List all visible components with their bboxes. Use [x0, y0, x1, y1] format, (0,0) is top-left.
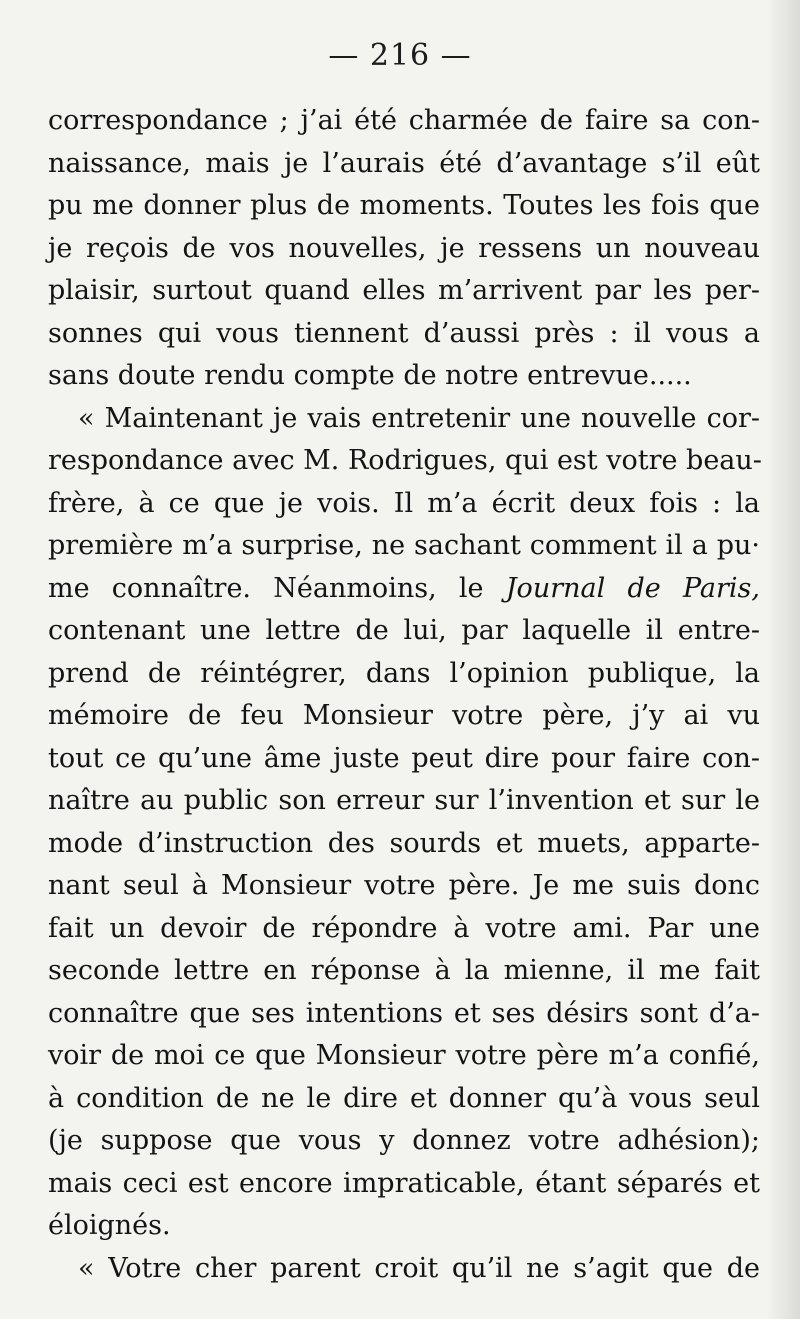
text-line: mode d’instruction des sourds et muets, apparte-	[48, 827, 760, 859]
text-line: sans doute rendu compte de notre entrevue.....	[48, 360, 692, 391]
text-line: sonnes qui vous tiennent d’aussi près : il vous a	[48, 317, 760, 349]
text-fragment: me connaître. Néanmoins, le	[48, 572, 484, 604]
text-line: « Votre cher parent croit qu’il ne s’agit que de	[78, 1252, 760, 1284]
text-line: respondance avec M. Rodrigues, qui est votre beau-	[48, 445, 762, 476]
text-line: à condition de ne le dire et donner qu’à vous seul	[48, 1082, 760, 1114]
text-line: naître au public son erreur sur l’invention et sur le	[48, 785, 760, 816]
text-line: contenant une lettre de lui, par laquelle il entre-	[48, 615, 760, 646]
text-line: connaître que ses intentions et ses désirs sont d’a-	[48, 997, 760, 1029]
text-line: naissance, mais je l’aurais été d’avantage s’il eût	[48, 147, 760, 179]
text-line: tout ce qu’une âme juste peut dire pour faire con-	[48, 742, 760, 774]
text-line: « Maintenant je vais entretenir une nouvelle cor-	[78, 402, 760, 434]
text-line: première m’a surprise, ne sachant comment il a pu·	[48, 530, 760, 561]
text-line: fait un devoir de répondre à votre ami. Par une	[48, 912, 760, 944]
journal-title: Journal de Paris,	[505, 572, 760, 604]
text-line: pu me donner plus de moments. Toutes les fois que	[48, 190, 760, 221]
text-line: plaisir, surtout quand elles m’arrivent par les per-	[48, 275, 760, 306]
text-line: je reçois de vos nouvelles, je ressens un nouveau	[48, 232, 760, 264]
text-line: prend de réintégrer, dans l’opinion publique, la	[48, 657, 760, 689]
text-line: voir de moi ce que Monsieur votre père m’a confié,	[48, 1040, 760, 1071]
text-line: nant seul à Monsieur votre père. Je me suis donc	[48, 870, 760, 901]
text-line: seconde lettre en réponse à la mienne, il me fait	[48, 955, 760, 986]
text-line: (je suppose que vous y donnez votre adhésion);	[48, 1125, 760, 1156]
text-line: frère, à ce que je vois. Il m’a écrit deux fois : la	[48, 487, 760, 519]
text-line: éloignés.	[48, 1210, 171, 1241]
text-line: mais ceci est encore impraticable, étant séparés et	[48, 1167, 760, 1199]
body-text	[48, 100, 760, 1290]
text-line: correspondance ; j’ai été charmée de faire sa con-	[48, 105, 760, 136]
text-line: mémoire de feu Monsieur votre père, j’y ai vu	[48, 700, 760, 731]
text-line-with-title	[48, 568, 760, 611]
page-number: — 216 —	[328, 38, 472, 73]
